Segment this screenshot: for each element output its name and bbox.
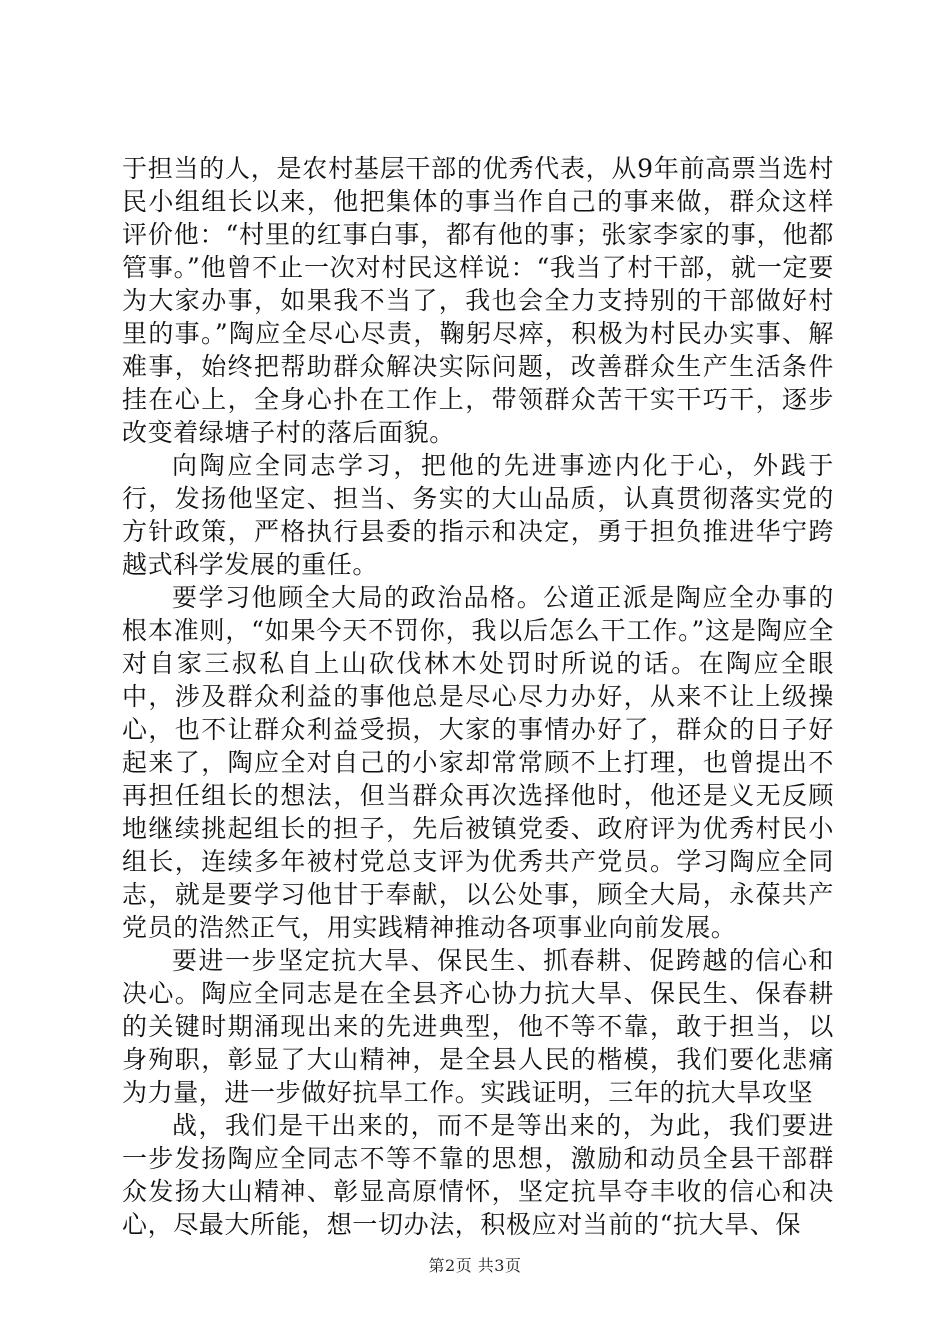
paragraph-5: 战，我们是干出来的，而不是等出来的，为此，我们要进一步发扬陶应全同志不等不靠的思想，激励和动员全县干部群众发扬大山精神、彰显高原情怀，坚定抗旱夺丰收的信心和决心，尽最大所能，想一切办法，积极应对当前的“抗大旱、保 [122, 1111, 834, 1239]
paragraph-1: 于担当的人，是农村基层干部的优秀代表，从9年前高票当选村民小组组长以来，他把集体的事当作自己的事来做，群众这样评价他：“村里的红事白事，都有他的事；张家李家的事，他都管事。”他曾不止一次对村民这样说：“我当了村干部，就一定要为大家办事，如果我不当了，我也会全力支持别的干部做好村里的事。”陶应全尽心尽责，鞠躬尽瘁，积极为村民办实事、解难事，始终把帮助群众解决实际问题，改善群众生产生活条件挂在心上，全身心扑在工作上，带领群众苦干实干巧干，逐步改变着绿塘子村的落后面貌。 [122, 154, 834, 447]
paragraph-2: 向陶应全同志学习，把他的先进事迹内化于心，外践于行，发扬他坚定、担当、务实的大山品质，认真贯彻落实党的方针政策，严格执行县委的指示和决定，勇于担负推进华宁跨越式科学发展的重任。 [122, 451, 834, 579]
paragraph-4: 要进一步坚定抗大旱、保民生、抓春耕、促跨越的信心和决心。陶应全同志是在全县齐心协力抗大旱、保民生、保春耕的关键时期涌现出来的先进典型，他不等不靠，敢于担当，以身殉职，彰显了大山精神，是全县人民的楷模，我们要化悲痛为力量，进一步做好抗旱工作。实践证明，三年的抗大旱攻坚 [122, 946, 834, 1107]
document-body [122, 152, 834, 1241]
paragraph-3: 要学习他顾全大局的政治品格。公道正派是陶应全办事的根本准则，“如果今天不罚你，我以后怎么干工作。”这是陶应全对自家三叔私自上山砍伐林木处罚时所说的话。在陶应全眼中，涉及群众利益的事他总是尽心尽力办好，从来不让上级操心，也不让群众利益受损，大家的事情办好了，群众的日子好起来了，陶应全对自己的小家却常常顾不上打理，也曾提出不再担任组长的想法，但当群众再次选择他时，他还是义无反顾地继续挑起组长的担子，先后被镇党委、政府评为优秀村民小组长，连续多年被村党总支评为优秀共产党员。学习陶应全同志，就是要学习他甘于奉献，以公处事，顾全大局，永葆共产党员的浩然正气，用实践精神推动各项事业向前发展。 [122, 583, 834, 942]
page-footer: 第2页 共3页 [428, 1256, 522, 1275]
